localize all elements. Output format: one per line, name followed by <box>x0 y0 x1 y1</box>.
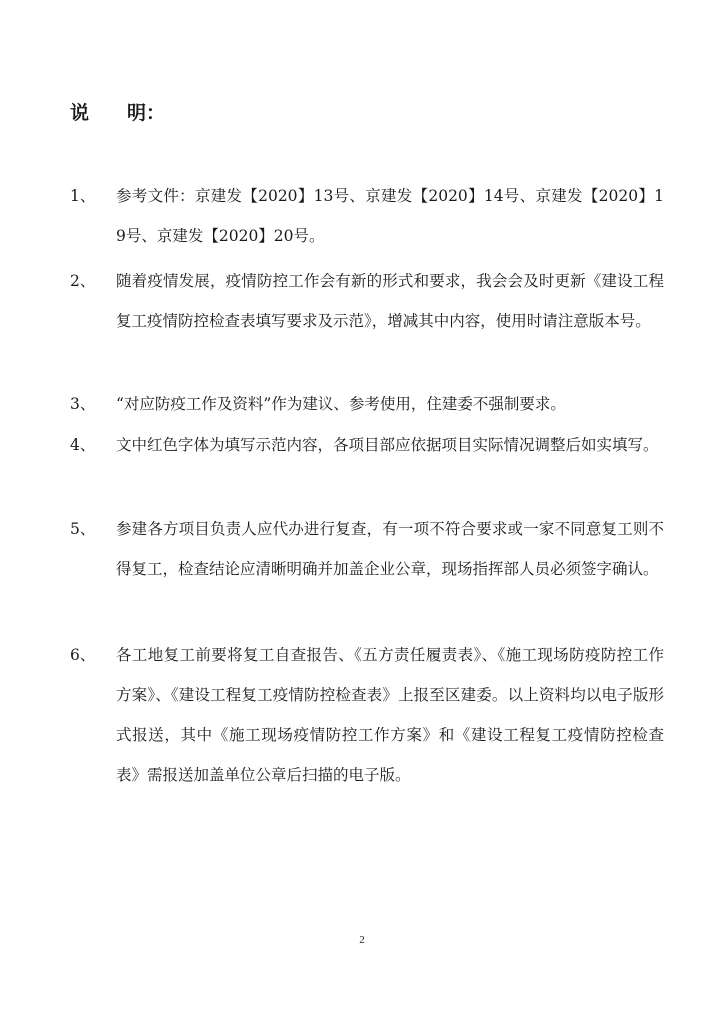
item-text: 各工地复工前要将复工自查报告、《五方责任履责表》、《施工现场防疫防控工作方案》、《建设工程复工疫情防控检查表》上报至区建委。以上资料均以电子版形式报送，其中《施工现场疫情防控工作方案》和《建设工程复工疫情防控检查表》需报送加盖单位公章后扫描的电子版。 <box>116 646 664 784</box>
item-text: “对应防疫工作及资料”作为建议、参考使用，住建委不强制要求。 <box>116 395 566 413</box>
page-title: 说 明： <box>70 102 166 124</box>
list-item-6 <box>70 635 670 795</box>
list-item-5 <box>70 509 670 589</box>
item-number: 1、 <box>70 187 96 205</box>
page-number: 2 <box>359 934 365 946</box>
item-number: 2、 <box>70 272 96 290</box>
list-item-2 <box>70 261 670 341</box>
list-item-1 <box>70 176 670 256</box>
item-number: 5、 <box>70 520 96 538</box>
item-text: 随着疫情发展，疫情防控工作会有新的形式和要求，我会会及时更新《建设工程复工疫情防控检查表填写要求及示范》，增减其中内容，使用时请注意版本号。 <box>116 272 664 330</box>
list-item-3 <box>70 384 670 424</box>
item-number: 3、 <box>70 395 96 413</box>
item-number: 4、 <box>70 436 96 454</box>
item-number: 6、 <box>70 646 96 664</box>
item-text: 参考文件：京建发【2020】13号、京建发【2020】14号、京建发【2020】19号、京建发【2020】20号。 <box>116 187 664 245</box>
item-text: 参建各方项目负责人应代办进行复查，有一项不符合要求或一家不同意复工则不得复工，检查结论应清晰明确并加盖企业公章，现场指挥部人员必须签字确认。 <box>116 520 664 578</box>
item-text: 文中红色字体为填写示范内容，各项目部应依据项目实际情况调整后如实填写。 <box>116 436 659 454</box>
list-item-4 <box>70 425 670 465</box>
